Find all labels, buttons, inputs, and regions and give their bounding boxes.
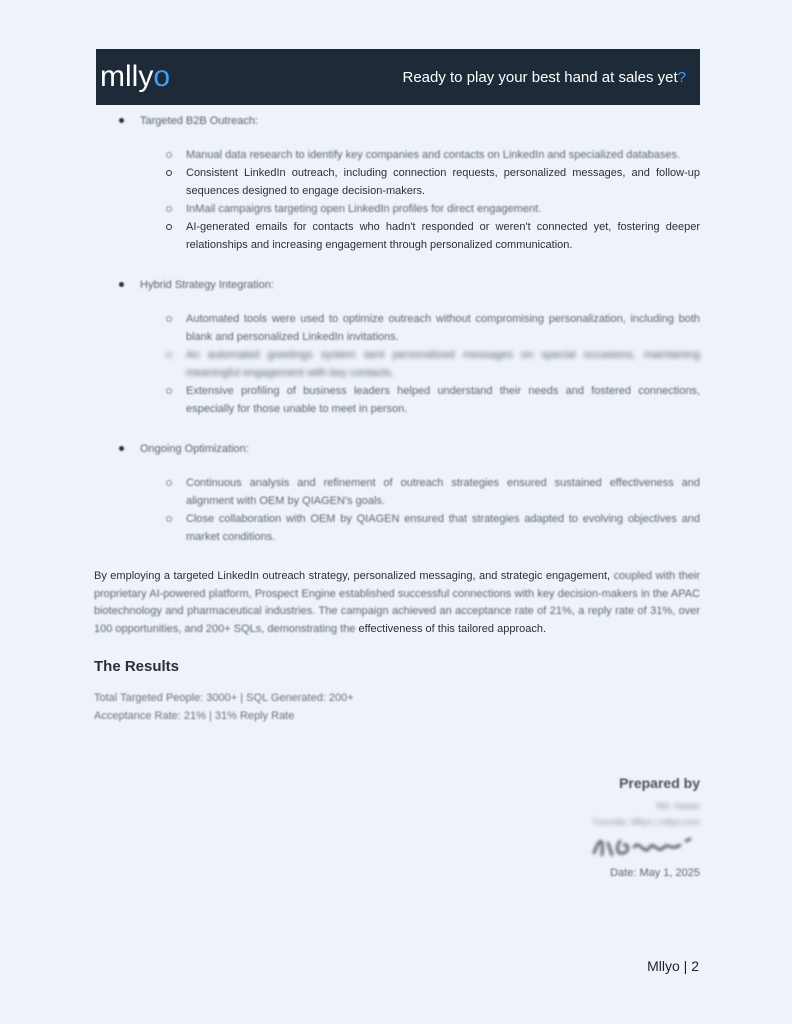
document-date: Date: May 1, 2025: [610, 867, 700, 879]
list-item: Extensive profiling of business leaders helped understand their needs and fostered connections, especially for those unable to meet in person.: [94, 382, 700, 418]
list-item: Manual data research to identify key companies and contacts on LinkedIn and specialized databases.: [94, 146, 700, 164]
page-footer: Mllyo | 2: [647, 958, 699, 974]
list-item: Continuous analysis and refinement of outreach strategies ensured sustained effectiveness and alignment with OEM by QIAGEN's goals.: [94, 474, 700, 510]
logo-accent: o: [153, 60, 171, 93]
prepared-by-block: [590, 775, 700, 879]
document-body: [94, 112, 700, 725]
section-heading: Ongoing Optimization:: [94, 440, 700, 458]
section-heading: Targeted B2B Outreach:: [94, 112, 700, 130]
list-item: Close collaboration with OEM by QIAGEN ensured that strategies adapted to evolving objectives and market conditions.: [94, 510, 700, 546]
prepared-title: Prepared by: [619, 775, 700, 791]
brand-logo: [100, 62, 170, 92]
list-item: Consistent LinkedIn outreach, including connection requests, personalized messages, and follow-up sequences designed to engage decision-makers.: [94, 164, 700, 200]
summary-body: coupled with their proprietary AI-powered platform, Prospect Engine established successful connections with key decision-makers in the APAC biotechnology and pharmaceutical industries. The campaign achieved an acceptance rate of 21%, a reply rate of 31%, over 100 opportunities, and 200+ SQLs, demonstrating the: [94, 570, 700, 635]
results-title: The Results: [94, 658, 180, 675]
tagline-mark: ?: [677, 68, 686, 86]
summary-tail: effectiveness of this tailored approach.: [358, 622, 547, 635]
header-tagline: [402, 69, 686, 86]
list-item: An automated greetings system sent personalized messages on special occasions, maintaining meaningful engagement with key contacts.: [94, 346, 700, 382]
summary-lead: By employing a targeted LinkedIn outreach strategy, personalized messaging, and strategic engagement,: [94, 570, 611, 582]
summary-paragraph: [94, 568, 700, 638]
list-item: Automated tools were used to optimize outreach without compromising personalization, including both blank and personalized LinkedIn invitations.: [94, 310, 700, 346]
list-item: InMail campaigns targeting open LinkedIn profiles for direct engagement.: [94, 200, 700, 218]
tagline-text: Ready to play your best hand at sales yet: [402, 68, 678, 86]
preparer-name: Md. Hasan: [656, 801, 700, 811]
results-line-2: Acceptance Rate: 21% | 31% Reply Rate: [94, 710, 295, 722]
header-banner: [96, 49, 700, 105]
results-block: [94, 689, 700, 725]
list-item: AI-generated emails for contacts who hadn't responded or weren't connected yet, fostering deeper relationships and increasing engagement through personalized communication.: [94, 218, 700, 254]
preparer-role: Founder, Mllyo | mllyo.com: [593, 817, 700, 827]
signature-image: [590, 833, 700, 861]
results-line-1: Total Targeted People: 3000+ | SQL Generated: 200+: [94, 692, 354, 704]
logo-text: mlly: [100, 60, 154, 93]
section-heading: Hybrid Strategy Integration:: [94, 276, 700, 294]
